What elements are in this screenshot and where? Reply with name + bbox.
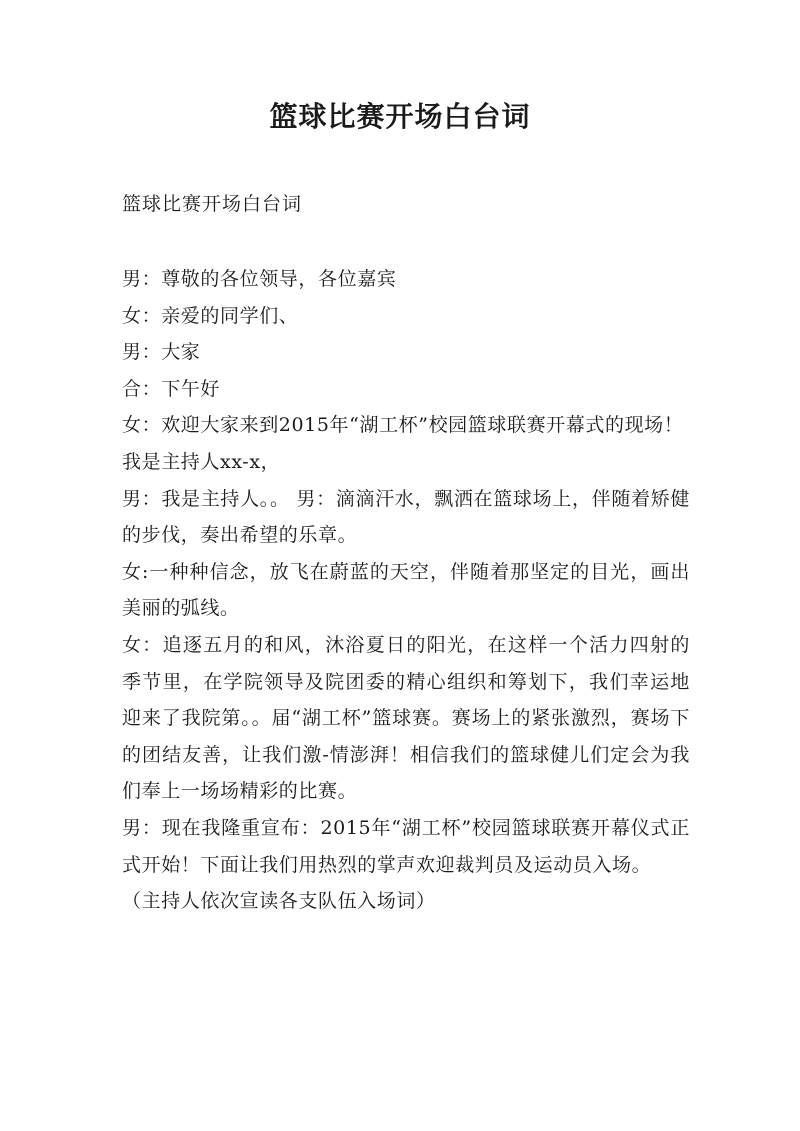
paragraph: 女：亲爱的同学们、 xyxy=(122,304,299,327)
paragraph: 男：现在我隆重宣布：2015年“湖工杯”校园篮球联赛开幕仪式正式开始！下面让我们用热烈的掌声欢迎裁判员及运动员入场。 xyxy=(122,816,690,876)
paragraph: 男：尊敬的各位领导，各位嘉宾 xyxy=(122,268,397,290)
document-body xyxy=(122,261,690,920)
document-title: 篮球比赛开场白台词 xyxy=(269,100,531,133)
paragraph: 女：追逐五月的和风，沐浴夏日的阳光，在这样一个活力四射的季节里，在学院领导及院团委的精心组织和筹划下，我们幸运地迎来了我院第。。届“湖工杯”篮球赛。赛场上的紧张激烈，赛场下的团结友善，让我们激-情澎湃！相信我们的篮球健儿们定会为我们奉上一场场精彩的比赛。 xyxy=(122,633,690,803)
paragraph: 男：大家 xyxy=(122,341,201,364)
paragraph: 女:一种种信念，放飞在蔚蓝的天空，伴随着那坚定的目光，画出美丽的弧线。 xyxy=(122,560,690,620)
document-subtitle: 篮球比赛开场白台词 xyxy=(122,193,303,215)
paragraph: 我是主持人xx-x， xyxy=(122,450,281,473)
paragraph: 男：我是主持人。。 男：滴滴汗水，飘洒在篮球场上，伴随着矫健的步伐，奏出希望的乐章。 xyxy=(122,487,690,547)
paragraph: 合：下午好 xyxy=(122,377,221,400)
paragraph: 女：欢迎大家来到2015年“湖工杯”校园篮球联赛开幕式的现场！ xyxy=(122,414,684,437)
paragraph: （主持人依次宣读各支队伍入场词） xyxy=(122,890,436,913)
